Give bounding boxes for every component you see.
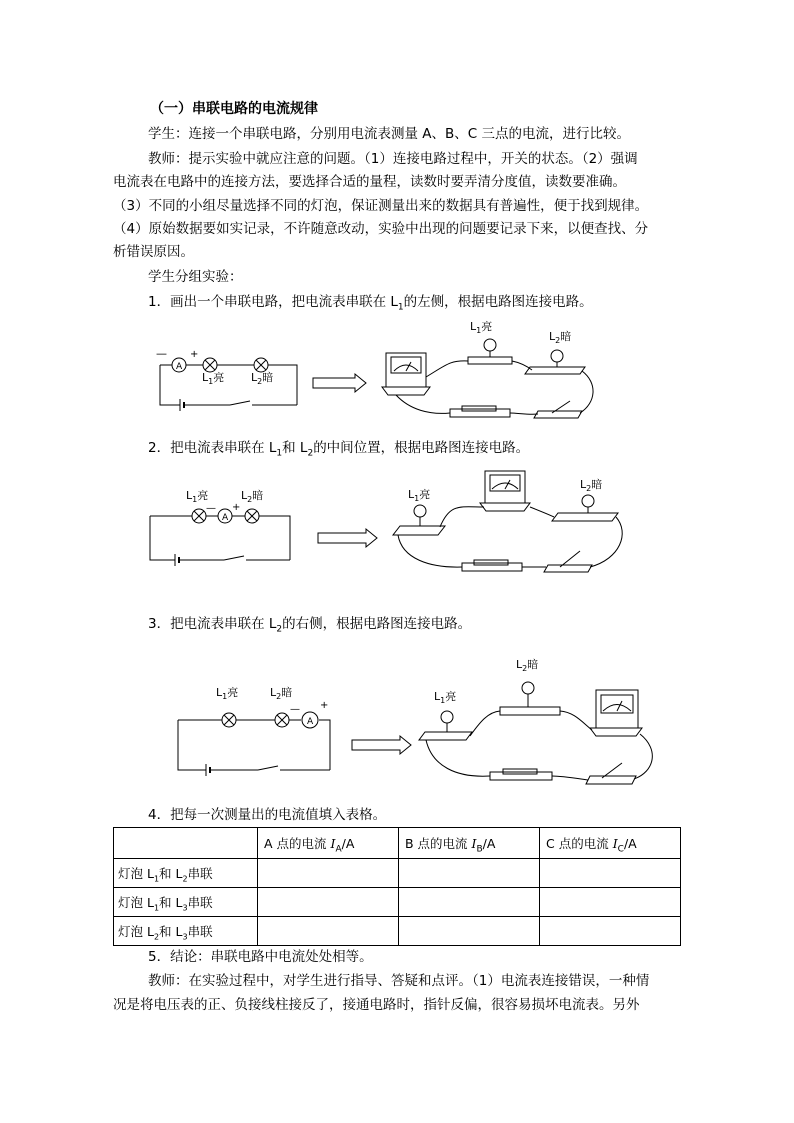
plus-sign: + bbox=[190, 349, 199, 360]
cell-c[interactable] bbox=[540, 917, 681, 946]
ammeter-symbol-label: A bbox=[222, 513, 229, 523]
cell-a[interactable] bbox=[258, 859, 399, 888]
cell-a[interactable] bbox=[258, 888, 399, 917]
header-c: C 点的电流 $I_C/A$ bbox=[540, 828, 681, 859]
table-row bbox=[114, 859, 681, 888]
row-label: 灯泡 $L_1$和 $L_3$串联 bbox=[114, 888, 258, 917]
row-label: 灯泡 $L_2$和 $L_3$串联 bbox=[114, 917, 258, 946]
step-4-text: 4．把每一次测量出的电流值填入表格。 bbox=[148, 807, 387, 823]
physical-l2-label: $L_2$暗 bbox=[516, 658, 539, 673]
step-1-text: 1．画出一个串联电路，把电流表串联在 $L_1$的左侧，根据电路图连接电路。 bbox=[148, 294, 593, 313]
current-record-table bbox=[113, 827, 681, 946]
minus-sign: — bbox=[290, 704, 300, 715]
lamp-l1-label: $L_1$亮 bbox=[186, 489, 209, 504]
plus-sign: + bbox=[320, 700, 329, 711]
lamp-l2-label: $L_2$暗 bbox=[251, 371, 274, 386]
figure-1 bbox=[150, 315, 610, 430]
paragraph-group-experiment: 学生分组实验： bbox=[148, 269, 243, 285]
section-title: （一）串联电路的电流规律 bbox=[150, 101, 318, 117]
cell-b[interactable] bbox=[399, 888, 540, 917]
header-b: B 点的电流 $I_B/A$ bbox=[399, 828, 540, 859]
lamp-l1-label: $L_1$亮 bbox=[202, 371, 225, 386]
conclusion-text: 5．结论：串联电路中电流处处相等。 bbox=[148, 949, 373, 965]
paragraph-teacher-3: （3）不同的小组尽量选择不同的灯泡，保证测量出来的数据具有普遍性，便于找到规律。 bbox=[113, 198, 649, 214]
cell-c[interactable] bbox=[540, 859, 681, 888]
cell-b[interactable] bbox=[399, 859, 540, 888]
physical-l2-label: $L_2$暗 bbox=[580, 478, 603, 493]
table-corner-cell bbox=[114, 828, 258, 859]
ammeter-symbol-label: A bbox=[307, 717, 314, 727]
figure-2 bbox=[140, 463, 630, 578]
paragraph-teacher-guidance-1: 教师：在实验过程中，对学生进行指导、答疑和点评。（1）电流表连接错误，一种情 bbox=[148, 973, 650, 989]
plus-sign: + bbox=[232, 502, 241, 513]
table-row bbox=[114, 917, 681, 946]
figure-3 bbox=[170, 652, 670, 802]
row-label: 灯泡 $L_1$和 $L_2$串联 bbox=[114, 859, 258, 888]
lamp-l2-label: $L_2$暗 bbox=[270, 686, 293, 701]
physical-l1-label: $L_1$亮 bbox=[408, 488, 431, 503]
lamp-l1-label: $L_1$亮 bbox=[216, 686, 239, 701]
physical-l1-label: $L_1$亮 bbox=[470, 320, 493, 335]
header-a: A 点的电流 $I_A/A$ bbox=[258, 828, 399, 859]
paragraph-teacher-5: 析错误原因。 bbox=[113, 244, 194, 260]
physical-l2-label: $L_2$暗 bbox=[549, 330, 572, 345]
step-2-text: 2．把电流表串联在 $L_1$和 $L_2$的中间位置，根据电路图连接电路。 bbox=[148, 440, 530, 459]
physical-l1-label: $L_1$亮 bbox=[434, 690, 457, 705]
cell-c[interactable] bbox=[540, 888, 681, 917]
step-3-text: 3．把电流表串联在 $L_2$的右侧，根据电路图连接电路。 bbox=[148, 616, 472, 635]
minus-sign: — bbox=[206, 503, 216, 514]
paragraph-teacher-4: （4）原始数据要如实记录，不许随意改动，实验中出现的问题要记录下来，以便查找、分 bbox=[113, 221, 649, 237]
table-row bbox=[114, 888, 681, 917]
paragraph-teacher-1: 教师：提示实验中就应注意的问题。（1）连接电路过程中，开关的状态。（2）强调 bbox=[148, 151, 638, 167]
table-header-row bbox=[114, 828, 681, 859]
minus-sign: — bbox=[156, 347, 167, 360]
paragraph-student: 学生：连接一个串联电路，分别用电流表测量 A、B、C 三点的电流，进行比较。 bbox=[148, 126, 631, 142]
cell-b[interactable] bbox=[399, 917, 540, 946]
ammeter-symbol-label: A bbox=[176, 362, 183, 372]
paragraph-teacher-2: 电流表在电路中的连接方法，要选择合适的量程，读数时要弄清分度值，读数要准确。 bbox=[113, 174, 626, 190]
cell-a[interactable] bbox=[258, 917, 399, 946]
lamp-l2-label: $L_2$暗 bbox=[241, 489, 264, 504]
paragraph-teacher-guidance-2: 况是将电压表的正、负接线柱接反了，接通电路时，指针反偏，很容易损坏电流表。另外 bbox=[113, 997, 640, 1013]
